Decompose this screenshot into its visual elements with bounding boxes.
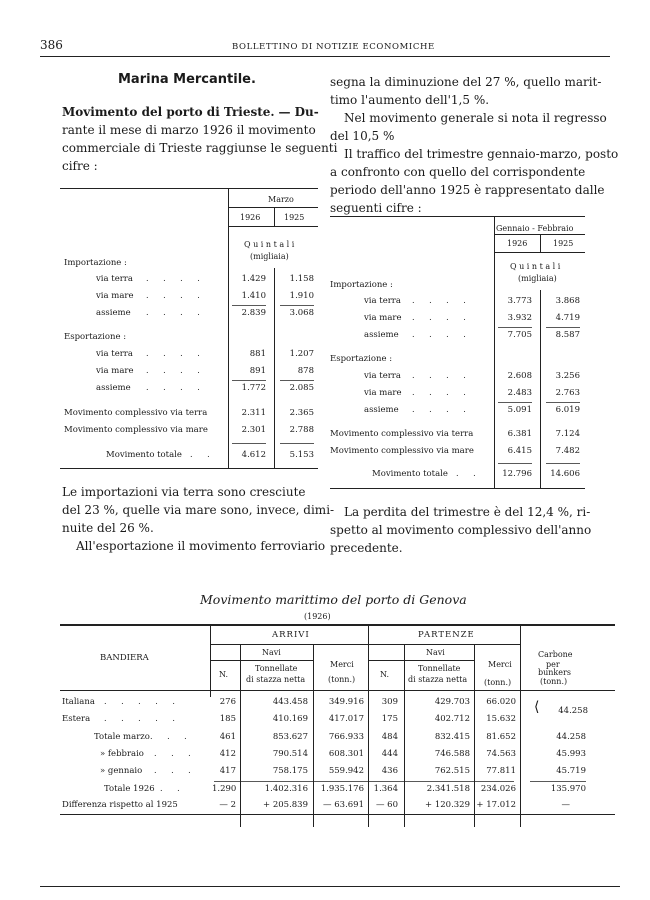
genova-cell: 746.588	[434, 749, 470, 759]
trieste-mov-terra-1925: 2.365	[289, 408, 314, 418]
trieste-mov-mare-label: Movimento complessivo via mare	[64, 425, 208, 435]
quarter-mov-terra-label: Movimento complessivo via terra	[330, 429, 474, 439]
trieste-export-assieme-1925: 2.085	[289, 383, 314, 393]
trieste-total-1925: 5.153	[289, 450, 314, 460]
trieste-mov-terra-1926: 2.311	[241, 408, 266, 418]
trieste-import-terra-1925: 1.158	[289, 274, 314, 284]
trieste-unit-2: (migliaia)	[250, 252, 289, 261]
left-para1-line3: commerciale di Trieste raggiunse le seguenti	[62, 141, 338, 155]
genova-cell: 1.935.176	[320, 784, 364, 794]
footer-rule	[40, 886, 620, 887]
genova-cell: 77.811	[486, 766, 516, 776]
trieste-export-assieme-1926: 1.772	[241, 383, 266, 393]
trieste-label-export-terra: via terra	[96, 349, 133, 359]
quarter-period: Gennaio - Febbraio	[496, 224, 574, 233]
quarter-label-import-assieme: assieme	[364, 330, 399, 340]
header-rule	[40, 56, 610, 57]
quarter-mov-terra-1926: 6.381	[507, 429, 532, 439]
right-para3-line4: seguenti cifre :	[330, 201, 422, 215]
genova-carbone-3: bunkers	[538, 668, 571, 677]
trieste-import-mare-1926: 1.410	[241, 291, 266, 301]
genova-cell: 853.627	[272, 732, 308, 742]
left-para3-line1: All'esportazione il movimento ferroviario	[76, 539, 326, 553]
genova-cell: 135.970	[550, 784, 586, 794]
quarter-export-mare-1926: 2.483	[507, 388, 532, 398]
genova-cell: 175	[381, 714, 398, 724]
genova-diff-cell: — 63.691	[323, 800, 364, 810]
trieste-label-export-assieme: assieme	[96, 383, 131, 393]
trieste-label-import-mare: via mare	[96, 291, 134, 301]
genova-cell: 559.942	[328, 766, 364, 776]
genova-arrivi-n: N.	[219, 670, 229, 679]
quarter-import-terra-1925: 3.868	[555, 296, 580, 306]
quarter-label-export-terra: via terra	[364, 371, 401, 381]
genova-cell: 45.993	[556, 749, 586, 759]
trieste-total-1926: 4.612	[241, 450, 266, 460]
trieste-year-1926: 1926	[240, 213, 261, 222]
genova-diff-cell: — 60	[375, 800, 398, 810]
trieste-export-terra-1925: 1.207	[289, 349, 314, 359]
trieste-export-mare-1925: 878	[297, 366, 314, 376]
quarter-unit: Q u i n t a l i	[510, 262, 561, 271]
genova-diff-cell: —	[561, 800, 570, 810]
genova-row-label: Totale 1926	[104, 784, 155, 794]
quarter-year-1926: 1926	[507, 239, 528, 248]
genova-partenze-header: PARTENZE	[418, 630, 475, 640]
trieste-import-label: Importazione :	[64, 258, 127, 268]
brace-mark: ⟨	[534, 699, 540, 715]
quarter-label-export-mare: via mare	[364, 388, 402, 398]
quarter-export-mare-1925: 2.763	[555, 388, 580, 398]
genova-cell: 484	[381, 732, 398, 742]
trieste-label-import-terra: via terra	[96, 274, 133, 284]
trieste-import-assieme-1925: 3.068	[289, 308, 314, 318]
quarter-import-assieme-1926: 7.705	[507, 330, 532, 340]
quarter-total-1925: 14.606	[550, 469, 580, 479]
genova-cell: 309	[381, 697, 398, 707]
genova-cell: 412	[219, 749, 236, 759]
quarter-import-assieme-1925: 8.587	[555, 330, 580, 340]
genova-arrivi-navi: Navi	[262, 648, 281, 657]
section-title: Marina Mercantile.	[118, 72, 256, 87]
trieste-export-label: Esportazione :	[64, 332, 127, 342]
genova-diff-label: Differenza rispetto al 1925	[62, 800, 178, 810]
quarter-export-assieme-1925: 6.019	[555, 405, 580, 415]
genova-cell: 444	[381, 749, 398, 759]
right-para3-line2: a confronto con quello del corrispondente	[330, 165, 586, 179]
left-para2-line3: nuite del 26 %.	[62, 521, 154, 535]
genova-partenze-merci-1: Merci	[488, 660, 512, 669]
quarter-label-import-mare: via mare	[364, 313, 402, 323]
trieste-mov-terra-label: Movimento complessivo via terra	[64, 408, 208, 418]
genova-cell: 74.563	[486, 749, 516, 759]
right-para1-line2: timo l'aumento dell'1,5 %.	[330, 93, 490, 107]
genova-diff-cell: — 2	[219, 800, 236, 810]
genova-cell: 185	[219, 714, 236, 724]
trieste-export-terra-1926: 881	[249, 349, 266, 359]
quarter-import-mare-1926: 3.932	[507, 313, 532, 323]
quarter-total-1926: 12.796	[502, 469, 532, 479]
genova-arrivi-tonn-1: Tonnellate	[255, 664, 298, 673]
genova-cell: 1.364	[373, 784, 398, 794]
genova-carbone-4: (tonn.)	[540, 677, 568, 686]
genova-cell: 1.290	[212, 784, 237, 794]
genova-cell: 410.169	[272, 714, 308, 724]
genova-cell: 417.017	[328, 714, 364, 724]
genova-diff-cell: + 120.329	[425, 800, 470, 810]
quarter-year-1925: 1925	[553, 239, 574, 248]
genova-cell: 417	[219, 766, 236, 776]
genova-row-label: Italiana	[62, 697, 95, 707]
right-para3-line3: periodo dell'anno 1925 è rappresentato dalle	[330, 183, 605, 197]
left-para1-line2: rante il mese di marzo 1926 il movimento	[62, 123, 316, 137]
trieste-month: Marzo	[268, 195, 294, 204]
trieste-mov-mare-1926: 2.301	[241, 425, 266, 435]
genova-cell: 234.026	[480, 784, 516, 794]
trieste-label-import-assieme: assieme	[96, 308, 131, 318]
genova-cell: 608.301	[328, 749, 364, 759]
genova-cell: 436	[381, 766, 398, 776]
quarter-mov-mare-1926: 6.415	[507, 446, 532, 456]
genova-row-label: Totale marzo	[94, 732, 150, 742]
genova-cell: 15.632	[486, 714, 516, 724]
genova-arrivi-merci-1: Merci	[330, 660, 354, 669]
quarter-import-mare-1925: 4.719	[555, 313, 580, 323]
genova-cell: 832.415	[434, 732, 470, 742]
genova-row-label: » gennaio	[100, 766, 143, 776]
right-para4-line1: La perdita del trimestre è del 12,4 %, ri-	[344, 505, 591, 519]
quarter-label-export-assieme: assieme	[364, 405, 399, 415]
right-para4-line2: spetto al movimento complessivo dell'anno	[330, 523, 592, 537]
genova-cell: 790.514	[272, 749, 308, 759]
left-para1-line4: cifre :	[62, 159, 98, 173]
genova-partenze-tonn-1: Tonnellate	[418, 664, 461, 673]
left-para2-line2: del 23 %, quelle via mare sono, invece, dimi-	[62, 503, 335, 517]
genova-cell: 66.020	[486, 697, 516, 707]
trieste-total-label: Movimento totale	[106, 450, 182, 460]
genova-carbone-2: per	[546, 660, 560, 669]
page-number: 386	[40, 38, 63, 52]
genova-partenze-n: N.	[380, 670, 390, 679]
genova-arrivi-header: ARRIVI	[272, 630, 310, 640]
quarter-export-assieme-1926: 5.091	[507, 405, 532, 415]
genova-row-label: Estera	[62, 714, 91, 724]
genova-diff-cell: + 17.012	[476, 800, 516, 810]
right-para4-line3: precedente.	[330, 541, 403, 555]
quarter-export-terra-1925: 3.256	[555, 371, 580, 381]
genova-cell: 1.402.316	[264, 784, 308, 794]
genova-cell: 758.175	[272, 766, 308, 776]
genova-partenze-tonn-2: di stazza netta	[408, 675, 468, 684]
left-para2-line1: Le importazioni via terra sono cresciute	[62, 485, 306, 499]
trieste-export-mare-1926: 891	[249, 366, 266, 376]
genova-caption: Movimento marittimo del porto di Genova	[200, 592, 467, 607]
genova-partenze-navi: Navi	[426, 648, 445, 657]
quarter-unit-2: (migliaia)	[518, 274, 557, 283]
genova-cell: 762.515	[434, 766, 470, 776]
trieste-unit: Q u i n t a l i	[244, 240, 295, 249]
genova-cell: 2.341.518	[426, 784, 470, 794]
trieste-year-1925: 1925	[284, 213, 305, 222]
genova-cell: 81.652	[486, 732, 516, 742]
genova-arrivi-tonn-2: di stazza netta	[246, 675, 306, 684]
genova-cell: 443.458	[272, 697, 308, 707]
quarter-mov-terra-1925: 7.124	[555, 429, 580, 439]
trieste-import-terra-1926: 1.429	[241, 274, 266, 284]
quarter-total-label: Movimento totale	[372, 469, 448, 479]
genova-partenze-merci-2: (tonn.)	[484, 678, 512, 687]
quarter-label-import-terra: via terra	[364, 296, 401, 306]
trieste-label-export-mare: via mare	[96, 366, 134, 376]
right-para2-line1: Nel movimento generale si nota il regresso	[344, 111, 607, 125]
genova-cell: 402.712	[434, 714, 470, 724]
genova-carbone-1: Carbone	[538, 650, 573, 659]
genova-cell: 429.703	[434, 697, 470, 707]
genova-cell: 45.719	[556, 766, 586, 776]
genova-bandiera-header: BANDIERA	[100, 653, 149, 663]
genova-cell: 461	[219, 732, 236, 742]
page: 386 BOLLETTINO DI NOTIZIE ECONOMICHE Marina Mercantile. Movimento del porto di Trieste. — Du- rante il mese di marzo 1926 il movimento commerciale di Trieste raggiunse le seguenti cifre : Marzo 1926 1925 Q u i n t a l i (migliaia) Importazione : via terra . . . . 1.429 1.158 via mare . . . . 1.410 1.910 assieme . . . . 2.839 3.068 Esportazione : via terra . . . . 881 1.207 via mare . . . . 891 878 assieme . . . . 1.772 2.085 Movimento complessivo via terra 2.311 2.365 Movimento complessivo via mare 2.301 2.788 Movimento totale . . 4.612 5.153 Le importazioni via terra sono cresciute del 23 %, quelle via mare sono, invece, dimi- nuite del 26 %. All'esportazione il movimento ferroviario segna la diminuzione del 27 %, quello marit- timo l'aumento dell'1,5 %. Nel movimento generale si nota il regresso del 10,5 % Il traffico del trimestre gennaio-marzo, posto a confronto con quello del corrispondente periodo dell'anno 1925 è rappresentato dalle seguenti cifre : Gennaio - Febbraio 1926 1925 Q u i n t a l i (migliaia) Importazione : via terra . . . . 3.773 3.868 via mare . . . . 3.932 4.719 assieme . . . . 7.705 8.587 Esportazione : via terra . . . . 2.608 3.256 via mare . . . . 2.483 2.763 assieme . . . . 5.091 6.019 Movimento complessivo via terra 6.381 7.124 Movimento complessivo via mare 6.415 7.482 Movimento totale . . 12.796 14.606 La perdita del trimestre è del 12,4 %, ri- spetto al movimento complessivo dell'anno precedente. Movimento marittimo del porto di Genova (1926) BANDIERA ARRIVI PARTENZE Navi Navi N. Tonnellate di stazza netta Merci (tonn.) N. Tonnellate di stazza netta Merci (tonn.) Carbone per bunkers (tonn.) Italiana . . . . . 276 443.458 349.916 309 429.703 66.020 Estera . . . . . 185 410.169 417.017 175 402.712 15.632 ⟨ 44.258 Totale marzo . . . 461 853.627 766.933 484 832.415 81.652 44.258 » febbraio . . . 412 790.514 608.301 444 746.588 74.563 45.993 » gennaio . . . 417 758.175 559.942 436 762.515 77.811 45.719 Totale 1926 . . 1.290 1.402.316 1.935.176 1.364 2.341.518 234.026 135.970 Differenza rispetto al 1925 — 2 + 205.839 — 63.691 — 60 + 120.329 + 17.012 —	[0, 0, 650, 900]
genova-row-label: » febbraio	[100, 749, 144, 759]
right-para3-line1: Il traffico del trimestre gennaio-marzo, posto	[344, 147, 619, 161]
trieste-import-mare-1925: 1.910	[289, 291, 314, 301]
genova-carbone-merged: 44.258	[558, 706, 588, 716]
quarter-import-label: Importazione :	[330, 280, 393, 290]
genova-cell: 44.258	[556, 732, 586, 742]
genova-cell: 276	[219, 697, 236, 707]
running-header: BOLLETTINO DI NOTIZIE ECONOMICHE	[232, 42, 435, 52]
left-para1-line1: Movimento del porto di Trieste. — Du-	[62, 105, 319, 119]
quarter-mov-mare-label: Movimento complessivo via mare	[330, 446, 474, 456]
quarter-mov-mare-1925: 7.482	[555, 446, 580, 456]
quarter-import-terra-1926: 3.773	[507, 296, 532, 306]
trieste-mov-mare-1925: 2.788	[289, 425, 314, 435]
genova-cell: 766.933	[328, 732, 364, 742]
quarter-export-terra-1926: 2.608	[507, 371, 532, 381]
trieste-import-assieme-1926: 2.839	[241, 308, 266, 318]
right-para1-line1: segna la diminuzione del 27 %, quello marit-	[330, 75, 602, 89]
quarter-export-label: Esportazione :	[330, 354, 393, 364]
genova-arrivi-merci-2: (tonn.)	[328, 675, 356, 684]
right-para2-line2: del 10,5 %	[330, 129, 395, 143]
genova-year: (1926)	[304, 612, 331, 621]
genova-cell: 349.916	[328, 697, 364, 707]
genova-diff-cell: + 205.839	[263, 800, 308, 810]
